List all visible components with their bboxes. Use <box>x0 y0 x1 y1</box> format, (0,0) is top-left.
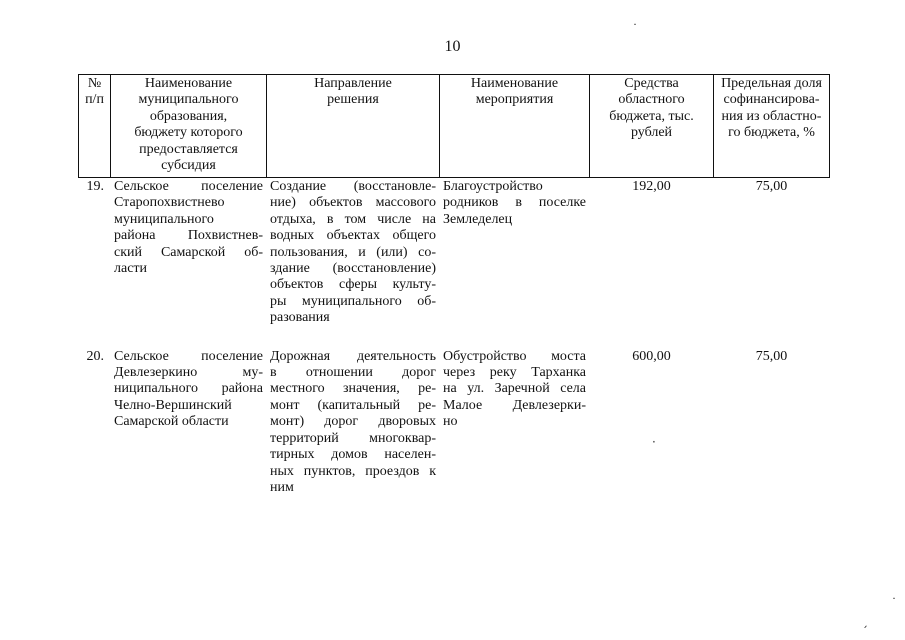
cell-line: рублей <box>630 125 673 141</box>
cell-line: на ул. Заречной села <box>443 381 586 397</box>
cell-line: Челно-Вершинский <box>114 397 232 413</box>
row-direction <box>267 327 440 497</box>
cell-line: ние) объектов массового <box>270 195 436 211</box>
cell-line: объектов сферы культу- <box>270 277 436 293</box>
cell-line: п/п <box>85 92 104 108</box>
row-municipality <box>111 327 267 497</box>
row-number: 19. <box>86 179 104 194</box>
cell-line: монт) дорог дворовых <box>270 414 436 430</box>
row-funds: 600,00 <box>632 348 671 364</box>
cell-line: но <box>443 414 458 430</box>
cell-line: бюджета, тыс. <box>609 108 694 124</box>
table-header-row <box>79 75 830 178</box>
row-activity <box>440 327 590 497</box>
table-row <box>79 178 830 327</box>
cell-line: Самарской области <box>114 414 229 430</box>
cell-line: Обустройство моста <box>443 348 586 364</box>
header-share <box>714 75 830 178</box>
cell-line: ния из областно- <box>721 108 822 124</box>
row-share: 75,00 <box>755 348 788 364</box>
header-number <box>79 75 111 178</box>
cell-line: Создание (восстановле- <box>270 179 436 194</box>
row-number: 20. <box>86 348 104 364</box>
table-row <box>79 327 830 497</box>
cell-line: района Похвистнев- <box>114 228 263 244</box>
cell-line: Сельское поселение <box>114 348 263 364</box>
cell-line: территорий многоквар- <box>270 430 436 446</box>
cell-line: родников в поселке <box>443 195 586 211</box>
cell-line: решения <box>327 92 379 108</box>
scan-speck-mark: ˙ <box>891 596 897 610</box>
cell-line: тирных домов населен- <box>270 447 436 463</box>
cell-line: Земледелец <box>443 211 513 227</box>
cell-line: Средства <box>624 76 679 91</box>
cell-line: бюджету которого <box>134 125 243 141</box>
cell-line: через реку Тарханка <box>443 365 586 381</box>
cell-line: ниципального района <box>114 381 263 397</box>
cell-line: Предельная доля <box>721 76 822 91</box>
scan-speck-mark: · <box>652 435 656 449</box>
cell-line: пользования, и (или) со- <box>270 244 436 260</box>
page-number: 10 <box>444 38 461 55</box>
cell-line: субсидия <box>161 158 216 174</box>
cell-line: Девлезеркино му- <box>114 365 263 381</box>
cell-line: отдыха, в том числе на <box>270 211 436 227</box>
cell-line: ним <box>270 479 294 495</box>
header-direction <box>267 75 440 178</box>
cell-line: Наименование <box>144 76 233 91</box>
cell-line: Старопохвистнево <box>114 195 225 211</box>
cell-line: муниципального <box>138 92 239 108</box>
cell-line: Благоустройство <box>443 179 543 194</box>
header-activity <box>440 75 590 178</box>
cell-line: Наименование <box>470 76 559 91</box>
subsidy-table <box>78 74 830 496</box>
cell-line: разования <box>270 310 330 326</box>
cell-line: го бюджета, % <box>728 125 815 141</box>
header-funds <box>590 75 714 178</box>
cell-line: Дорожная деятельность <box>270 348 436 364</box>
scan-speck-mark: ˏ <box>862 614 868 628</box>
cell-line: в отношении дорог <box>270 365 436 381</box>
cell-line: № <box>87 76 102 91</box>
scan-speck-mark: ˙ <box>632 22 638 36</box>
cell-line: софинансирова- <box>723 92 820 108</box>
cell-line: Направление <box>314 76 392 91</box>
row-funds: 192,00 <box>632 179 671 194</box>
cell-line: ры муниципального об- <box>270 293 436 309</box>
cell-line: здание (восстановление) <box>270 261 436 277</box>
header-municipality <box>111 75 267 178</box>
row-municipality <box>111 178 267 327</box>
cell-line: образования, <box>149 108 228 124</box>
cell-line: местного значения, ре- <box>270 381 436 397</box>
cell-line: ласти <box>114 261 148 277</box>
cell-line: водных объектах общего <box>270 228 436 244</box>
row-direction <box>267 178 440 327</box>
cell-line: мероприятия <box>475 92 554 108</box>
cell-line: монт (капитальный ре- <box>270 397 436 413</box>
row-activity <box>440 178 590 327</box>
cell-line: Малое Девлезерки- <box>443 397 586 413</box>
cell-line: предоставляется <box>139 141 238 157</box>
cell-line: Сельское поселение <box>114 179 263 194</box>
cell-line: муниципального <box>114 211 214 227</box>
cell-line: ский Самарской об- <box>114 244 263 260</box>
cell-line: ных пунктов, проездов к <box>270 463 436 479</box>
row-share: 75,00 <box>755 179 788 194</box>
cell-line: областного <box>618 92 685 108</box>
